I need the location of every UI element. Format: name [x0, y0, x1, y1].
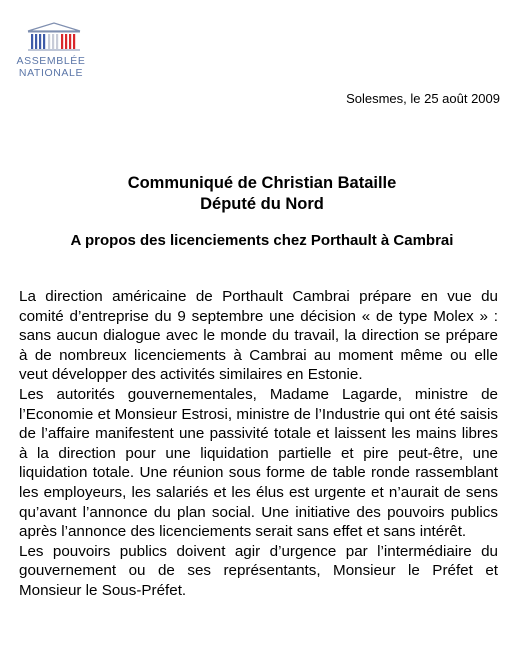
assemblee-nationale-logo — [10, 22, 92, 92]
paragraph: Les autorités gouvernementales, Madame Lagarde, ministre de l’Economie et Monsieur Estrosi, ministre de l’Industrie qui ont été saisis de l’affaire manifestent une passivité totale et laissent les mains libres à la direction pour une liquidation partielle et pire peut-être, une liquidation totale. Une réunion sous forme de table ronde rassemblant les employeurs, les salariés et les élus est urgente et n’aurait de sens qu’avant l’annonce du plan social. Une initiative des pouvoirs publics après l’annonce des licenciements serait sans effet et sans intérêt. — [19, 385, 498, 541]
logo-line-1: ASSEMBLÉE — [16, 55, 86, 67]
communique-title: Communiqué de Christian Bataille — [127, 174, 397, 192]
logo-line-2: NATIONALE — [18, 66, 84, 79]
subject-heading: A propos des licenciements chez Porthault à Cambrai — [70, 232, 454, 249]
communique-body — [19, 287, 498, 601]
date-line: Solesmes, le 25 août 2009 — [346, 91, 500, 106]
assemblee-nationale-hemicycle-icon — [24, 22, 84, 52]
logo-text — [10, 56, 92, 79]
deputy-subtitle: Député du Nord — [200, 195, 324, 213]
paragraph: Les pouvoirs publics doivent agir d’urgence par l’intermédiaire du gouvernement ou de ses représentants, Monsieur le Préfet et Monsieur le Sous-Préfet. — [19, 542, 498, 599]
paragraph: La direction américaine de Porthault Cambrai prépare en vue du comité d’entreprise du 9 septembre une décision « de type Molex » : sans aucun dialogue avec le monde du travail, la direction se prépare à de nombreux licenciements à Cambrai au moment même ou elle veut développer des activités similaires en Estonie. — [19, 288, 498, 384]
